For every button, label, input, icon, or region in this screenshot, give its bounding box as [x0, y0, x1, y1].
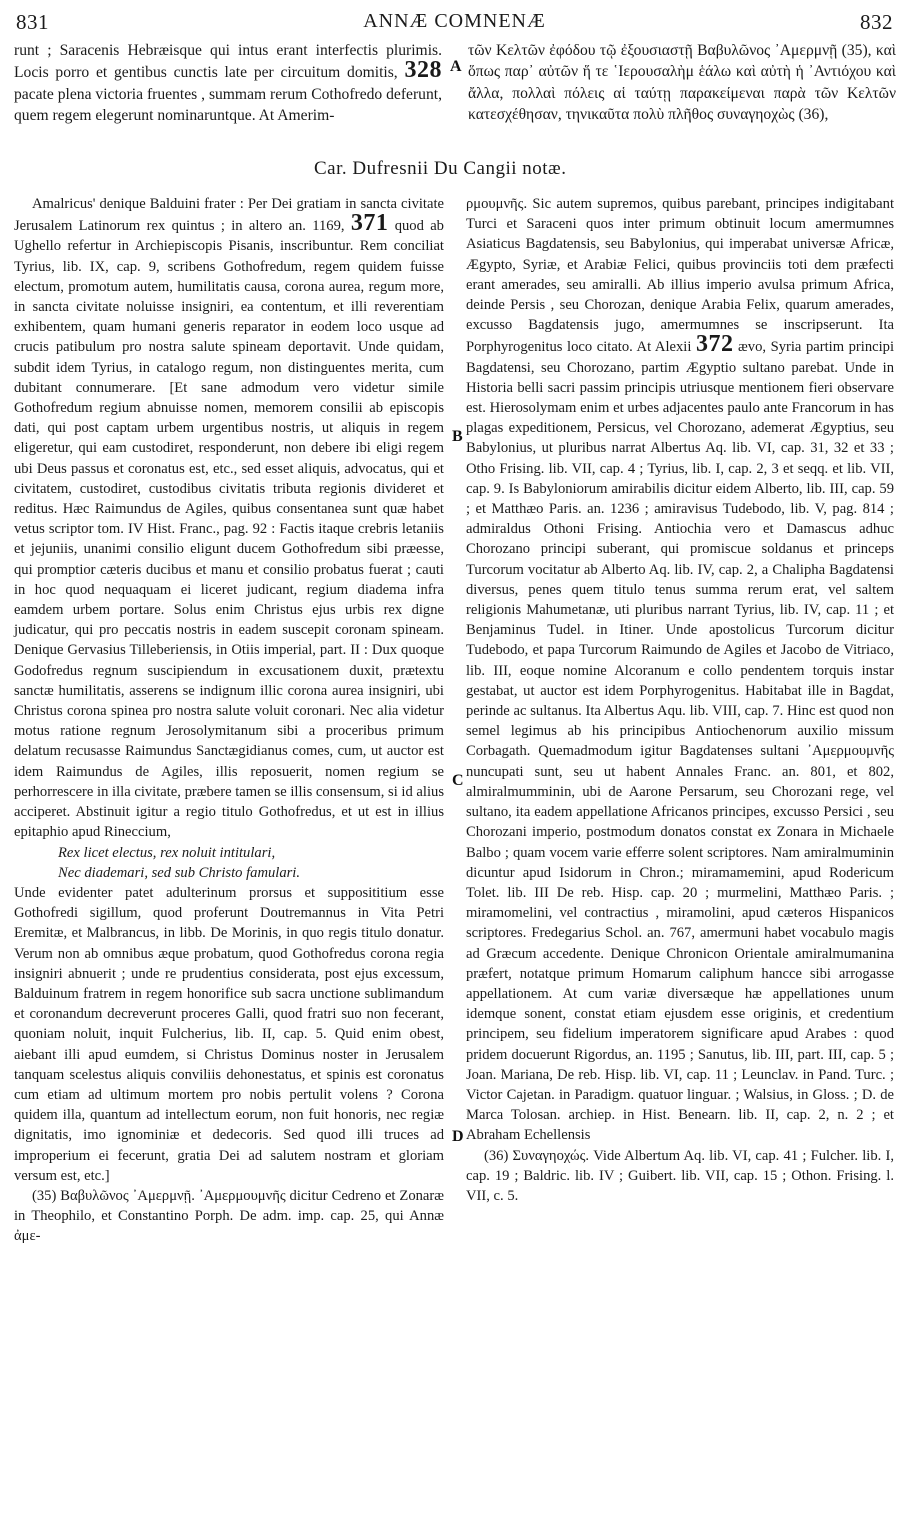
running-header [14, 10, 895, 40]
section-marker-c: C [452, 772, 464, 789]
page-reference-number: 328 [404, 57, 442, 84]
section-marker-b: B [452, 428, 463, 445]
epitaph-verse-2: Nec diademari, sed sub Christo famulari. [58, 864, 301, 881]
note-text: Unde evidenter patet adulterinum prorsus et supposititium esse Gothofredi sigillum, quod proferunt Doutremannus in Vita Petri Eremitæ, et Malbrancus, in libb. De Morinis, in quo regis titulo donatur. Verum non ab omnibus æque probatum, quod Gothofredus corona regia insigniri abnuerit ; unde re prudentius considerata, post ejus excessum, Balduinum fratrem in regem honorifice sub sacra unctione sublimandum et coronandum decreverunt proceres Galli, quod fratri suo non fecerant, quoniam noluit, inquit Fulcherius, lib. II, cap. 5. Quid enim obest, aiebant illi apud eumdem, si Christus Dominus noster in Jerusalem tanquam scelestus aliquis conviliis dehonestatus, et spinis est coronatus cum etiam ad ultimum mortem pro nobis pertulit volens ? Corona quidem illa, quantum ad intellectum eorum, non fuit honoris, nec regiæ dignitatis, imo ignominiæ et dedecoris. Sed quod illi truces ad improperium ei fecerunt, gratia Dei ad salutem nostram et gloriam versum est, etc.] [14, 884, 444, 1184]
right-page-number: 832 [860, 10, 893, 34]
note-36-text: (36) Συναγηοχώς. Vide Albertum Aq. lib. VI, cap. 41 ; Fulcher. lib. I, cap. 19 ; Baldric. lib. IV ; Guibert. lib. VII, cap. 15 ; Othon. Frising. l. VII, c. 5. [466, 1147, 894, 1204]
main-text [14, 40, 895, 150]
section-marker-a: A [450, 58, 462, 75]
epitaph-verse-1: Rex licet electus, rex noluit intitulari, [58, 844, 276, 861]
page-reference-number: 371 [350, 210, 389, 237]
note-text: quod ab Ughello refertur in Archiepiscopis Pisanis, inscribuntur. Rem conciliat Tyrius, lib. IX, cap. 9, scribens Gothofredum, regem quidem fuisse electum, promotum autem, humilitatis causa, corona aurea, regum more, in sancta civitate noluisse insigniri, ea contentum, et illi reverentiam exhibentem, quam humani generis reparator in eodem loco usque ad crucis patibulum pro nostra salute spineam deportavit. Unde quidam, subdit idem Tyrius, in catalogo regum, non distinguentes merita, cum dubitant connumerare. [Et sane admodum vero videtur simile Gothofredum regium abnuisse nomen, memorem consilii ab episcopis dati, qui post captam urbem urgentibus nostris, ut aliquis in regem eligeretur, qui eam custodiret, responderunt, non debere ibi eligi regem ubi Deus passus et coronatus est, etc., sed esset aliquis, advocatus, qui et civitatem, custodiret, custodibus civitatis tributa regionis divideret et reditus. Hæc Raimundus de Agiles, quibus consentanea sunt quæ habet vetus scriptor tom. IV Hist. Franc., pag. 92 : Factis itaque crebris letaniis et jejuniis, unanimi consilio eligunt ducem Gothofredum sibi præesse, qui promptior cæteris ducibus et manu et consilio probatus fuerat ; cauti in hoc quod nequaquam ei liceret judicant, regium diadema infra eamdem urbem portare. Solus enim Christus ejus urbis rex digne judicatur, qui pro peccatis nostris in eadem suscepit coronam spineam. Denique Gervasius Tilleberiensis, in Otiis imperial, part. II : Dux quoque Godofredus regnum suscipiendum in excusationem duxit, prætextu sanctæ humilitatis, asserens se indignum illic corona aurea insigniri, ubi Christus corona spinea pro nostra salute voluit coronari. Nec alia videtur motus ratione regnum Jerosolymitanum sibi a proceribus primum delatum recusasse Raimundus Sanctægidianus comes, cum, ut auctor est idem Raimundus de Agiles, illis reposuerit, nomen regium se perhorrescere in illa civitate, præbere tamen se illis consensum, si id alius acciperet. Abstinuit igitur a regio titulo Gothofredus, et ut est in illius epitaphio apud Rineccium, [14, 218, 444, 841]
running-title: ANNÆ COMNENÆ [363, 10, 546, 32]
left-page-number: 831 [16, 10, 49, 34]
note-text: ρμουμνῆς. Sic autem supremos, quibus parebant, principes indigitabant Turci et Saraceni quos inter primum obtinuit locum amermumnes Asiaticus Bagdatensis, seu Babylonius, qui imperabat universæ Africæ, Ægypto, Syriæ, et Arabiæ Felici, quibus provinciis toti dem præfecti erant amerades, seu amiralli. Ab illius imperio avulsa primum Africa, deinde Persis , seu Chorozan, denique Arabia Felix, quarum amerades, excusso Bagdatensis jugo, amermumnes se inscripserunt. Ita Porphyrogenitus loco citato. At Alexii [466, 196, 894, 356]
greek-text-column [468, 40, 896, 126]
latin-translation-column [14, 40, 442, 127]
section-marker-d: D [452, 1128, 464, 1145]
note-text: ævo, Syria partim principi Bagdatensi, seu Chorozano, partim Ægyptio sultano parebat. Unde in Historia belli sacri passim principis utriusque mentionem fieri observare est. Hierosolymam enim et urbes adjacentes paulo ante Francorum in has plagas expeditionem, Persicus, vel Chorozano, ademerat Ægyptius, seu Babylonius, ut pluribus narrat Albertus Aq. lib. VI, cap. 31, 32 et 33 ; Otho Frising. lib. VII, cap. 4 ; Tyrius, lib. I, cap. 2, 3 et seqq. et lib. VII, cap. 9. Is Babyloniorum amirabilis dicitur eidem Alberto, lib. III, cap. 59 ; et Matthæo Paris. an. 1236 ; amiravisus Tudebodo, lib. V, pag. 814 ; admiraldus Othoni Frising. Antiochia vero et Damascus adhuc Chorozano principi suberant, qui promiscue soldanus et princeps Turcorum vocitatur ab Alberto Aq. lib. IV, cap. 2, a Chalipha Bagdatensi diversus, penes quem titulo tenus summa rerum erat, vel saltem religionis Mahumetanæ, uti pluribus narrant Tyrius, lib. IV, cap. 11 ; et Benjaminus Tudel. in Itiner. Unde apostolicus Turcorum dicitur Tudebodo, et papa Turcorum Raimundo de Agiles et Jacobo de Vitriaco, lib. III, eoque nomine Alcoranum e collo pendentem torquis instar gestabat, ut auctor est idem Porphyrogenitus. Habitabat ille in Bagdat, perinde ac sultanus. Ita Albertus Aqu. lib. VIII, cap. 7. Hinc est quod non semel legimus ab his principibus Antiochenorum auxilio missum Corbagath. Quemadmodum igitur Bagdatenses sultani ᾿Αμερμουμνῆς nuncupati sunt, seu ut habent Annales Franc. an. 801, et 802, almiralmumminin, ubi de Aarone Persarum, seu Chorozani rege, vel sultano, ita eadem appellatione Africanos principes, excusso Persici , seu Chorozani imperio, postmodum donatos constat ex Zonara in Michaele Balbo ; quam vocem varie efferre solent scriptores. Nam amiralmuminin dicuntur apud Isidorum in Chron.; miramamemini, apud Rodericum Tolet. lib. III De reb. Hisp. cap. 20 ; murmelini, Matthæo Paris. ; miramomelini, vel contractius , miramolini, apud cæteros Hispanicos scriptores. Fredegarius Schol. an. 767, amermuni habet vocabulo magis ad Græcum accedente. Denique Chronicon Orientale amiralmumanina præfert, notatque primum Homarum caliphum hancce sibi arrogasse appellationem. At cum variæ diversæque hæ appellationes unum idemque sonent, constat etiam ejusdem esse originis, et credentium principem, seu fidelium imperatorem significare apud Arabes : quod pridem docuerunt Rigordus, an. 1195 ; Sanutus, lib. III, part. III, cap. 5 ; Joan. Mariana, De reb. Hisp. lib. VI, cap. 11 ; Leunclav. in Pand. Turc. ; Victor Cajetan. in Paradigm. quatuor linguar. ; Walsius, in Gloss. ; D. de Marca Tolosan. archiep. in Hist. Benearn. lib. II, cap. 2, n. 2 ; et Abraham Echellensis [466, 339, 895, 1144]
page-reference-number: 372 [695, 331, 734, 358]
latin-text-part-b: pacate plena victoria fruentes , summam rerum Cothofredo deferunt, quem regem elegerunt nominaruntque. At Amerim- [14, 85, 442, 125]
notes-right-column [466, 194, 894, 1206]
latin-text-part-a: runt ; Saracenis Hebræisque qui intus erant interfectis plurimis. Locis porro et gentibus cunctis late per circuitum domitis, [14, 42, 442, 82]
note-35-text: (35) Βαβυλῶνος ᾿Αμερμνῇ. ᾿Αμερμουμνῆς dicitur Cedreno et Zonaræ in Theophilo, et Constantino Porph. De adm. imp. cap. 25, qui Annæ ἀμε- [14, 1187, 444, 1245]
notes-title: Car. Dufresnii Du Cangii notæ. [314, 158, 567, 179]
note-text: Amalricus' denique Balduini frater : Per Dei gratiam in sancta civitate Jerusalem Latinorum rex quintus ; in altero an. 1169, [14, 196, 444, 235]
page [14, 10, 895, 1530]
greek-text: τῶν Κελτῶν ἐφόδου τῷ ἐξουσιαστῇ Βαβυλῶνος ᾿Αμερμνῇ (35), καὶ ὅπως παρ᾽ αὐτῶν ἥ τε ῾Ιερουσαλὴμ ἑάλω καὶ αὐτὴ ἡ ᾽Αντιόχου καὶ ἄλλα, πολλαὶ πόλεις αἱ ταύτῃ παρακείμεναι παρὰ τῶν Κελτῶν κατεσχέθησαν, τηνικαῦτα πολὺ πλῆθος συναγηοχὼς (36), [468, 42, 896, 124]
notes-left-column [14, 194, 444, 1247]
